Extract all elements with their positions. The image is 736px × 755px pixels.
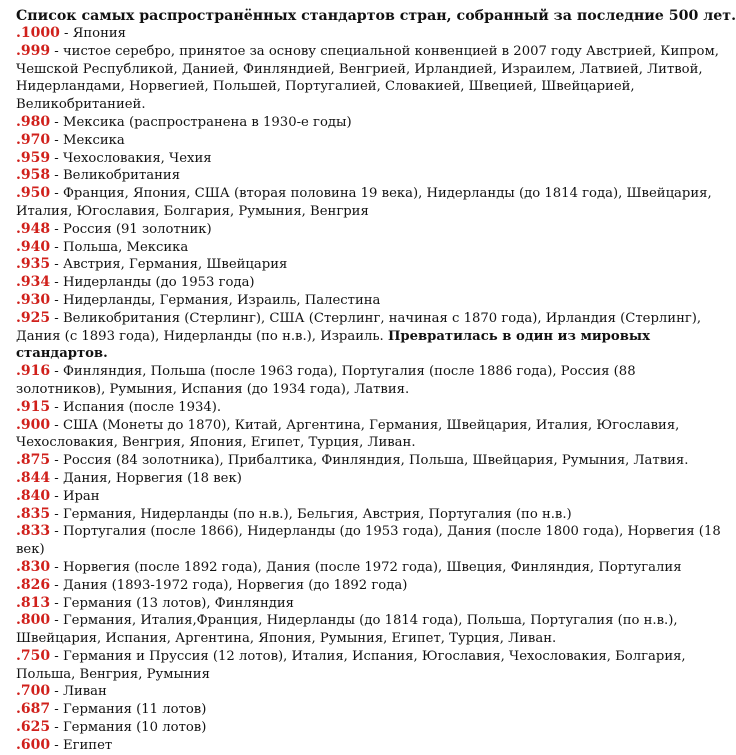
fineness-value: .813 xyxy=(16,594,51,611)
fineness-value: .930 xyxy=(16,291,51,308)
country-list: Дания, Норвегия (18 век) xyxy=(62,470,242,486)
country-list: Германия (13 лотов), Финляндия xyxy=(62,595,295,611)
country-list: Дания (1893-1972 года), Норвегия (до 1892 года) xyxy=(62,577,408,593)
separator: - xyxy=(50,43,63,59)
fineness-value: .687 xyxy=(16,701,51,718)
separator: - xyxy=(50,399,63,415)
list-item xyxy=(16,114,726,132)
separator: - xyxy=(50,275,63,291)
country-list: Португалия (после 1866), Нидерланды (до 1953 года), Дания (после 1800 года), Норвегия (18 век) xyxy=(16,524,721,558)
country-list: Германия и Пруссия (12 лотов), Италия, Испания, Югославия, Чехословакия, Болгария, Польша, Венгрия, Румыния xyxy=(16,648,686,682)
fineness-value: .800 xyxy=(16,612,51,629)
fineness-value: .959 xyxy=(16,149,51,166)
separator: - xyxy=(50,524,63,540)
fineness-value: .625 xyxy=(16,719,51,736)
separator: - xyxy=(50,453,63,469)
fineness-value: .925 xyxy=(16,309,51,326)
list-item xyxy=(16,239,726,257)
separator: - xyxy=(50,684,63,700)
fineness-value: .940 xyxy=(16,238,51,255)
country-list: Мексика xyxy=(62,132,125,148)
list-item xyxy=(16,25,726,43)
separator: - xyxy=(50,577,63,593)
country-list: чистое серебро, принятое за основу специальной конвенцией в 2007 году Австрией, Кипром, Чешской Республикой, Данией, Финляндией, Венгрией, Ирландией, Израилем, Латвией, Литвой, Нидерландами, Норвегией, Польшей, Португалией, Словакией, Швецией, Швейцарией, Великобританией. xyxy=(16,43,719,113)
list-item xyxy=(16,701,726,719)
separator: - xyxy=(50,488,63,504)
fineness-value: .999 xyxy=(16,42,51,59)
list-item xyxy=(16,43,726,114)
country-list: Великобритания xyxy=(62,168,181,184)
separator: - xyxy=(59,26,73,41)
list-item xyxy=(16,523,726,559)
list-item xyxy=(16,274,726,292)
list-item xyxy=(16,256,726,274)
list-item xyxy=(16,612,726,648)
fineness-value: .935 xyxy=(16,256,51,273)
separator: - xyxy=(50,702,63,718)
country-list: Нидерланды (до 1953 года) xyxy=(62,275,255,291)
country-list: Германия (11 лотов) xyxy=(62,702,207,718)
list-item xyxy=(16,185,726,221)
country-list: Ливан xyxy=(62,684,107,700)
separator: - xyxy=(50,364,63,380)
country-list: Франция, Япония, США (вторая половина 19 века), Нидерланды (до 1814 года), Швейцария, Италия, Югославия, Болгария, Румыния, Венгрия xyxy=(16,186,712,219)
list-item xyxy=(16,719,726,737)
fineness-value: .700 xyxy=(16,683,51,700)
separator: - xyxy=(50,737,63,753)
page-title: Список самых распространённых стандартов стран, собранный за последние 500 лет. xyxy=(16,8,736,24)
list-item xyxy=(16,488,726,506)
list-item xyxy=(16,363,726,399)
list-item xyxy=(16,399,726,417)
fineness-value: .750 xyxy=(16,647,51,664)
country-list: Польша, Мексика xyxy=(62,239,189,255)
separator: - xyxy=(50,221,63,237)
country-list: Германия (10 лотов) xyxy=(62,720,207,736)
fineness-value: .900 xyxy=(16,416,51,433)
fineness-value: .830 xyxy=(16,558,51,575)
list-item xyxy=(16,595,726,613)
fineness-value: .600 xyxy=(16,736,51,753)
separator: - xyxy=(50,417,63,433)
country-list: Норвегия (после 1892 года), Дания (после 1972 года), Швеция, Финляндия, Португалия xyxy=(62,559,682,575)
list-item xyxy=(16,577,726,595)
separator: - xyxy=(50,595,63,611)
standards-list xyxy=(16,25,726,755)
highlight-note: Превратилась в один из мировых стандартов. xyxy=(16,328,650,362)
list-item xyxy=(16,683,726,701)
list-item xyxy=(16,221,726,239)
separator: - xyxy=(50,292,63,308)
country-list: Россия (91 золотник) xyxy=(62,221,212,237)
list-item xyxy=(16,167,726,185)
list-item xyxy=(16,417,726,453)
fineness-value: .970 xyxy=(16,131,51,148)
fineness-value: .948 xyxy=(16,220,51,237)
country-list: Германия, Нидерланды (по н.в.), Бельгия, Австрия, Португалия (по н.в.) xyxy=(62,506,572,522)
country-list: Япония xyxy=(72,26,126,41)
fineness-value: .840 xyxy=(16,487,51,504)
fineness-value: .833 xyxy=(16,523,51,540)
country-list: Финляндия, Польша (после 1963 года), Португалия (после 1886 года), Россия (88 золотников), Румыния, Испания (до 1934 года), Латвия. xyxy=(16,364,636,397)
separator: - xyxy=(50,310,63,326)
fineness-value: .835 xyxy=(16,505,51,522)
list-item xyxy=(16,470,726,488)
fineness-value: .915 xyxy=(16,398,51,415)
list-item xyxy=(16,132,726,150)
country-list: Германия, Италия,Франция, Нидерланды (до 1814 года), Польша, Португалия (по н.в.), Швейцария, Испания, Аргентина, Япония, Румыния, Египет, Турция, Ливан. xyxy=(16,613,678,647)
fineness-value: .875 xyxy=(16,452,51,469)
country-list: Нидерланды, Германия, Израиль, Палестина xyxy=(62,292,381,308)
fineness-value: .916 xyxy=(16,363,51,380)
list-item xyxy=(16,292,726,310)
separator: - xyxy=(50,506,63,522)
fineness-value: .958 xyxy=(16,167,51,184)
fineness-value: .826 xyxy=(16,576,51,593)
list-item xyxy=(16,559,726,577)
separator: - xyxy=(50,150,63,166)
country-list: Чехословакия, Чехия xyxy=(62,150,212,166)
separator: - xyxy=(50,559,63,575)
country-list: Великобритания (Стерлинг), США (Стерлинг, начиная с 1870 года), Ирландия (Стерлинг), Дания (с 1893 года), Нидерланды (по н.в.), Израиль. xyxy=(16,310,702,344)
fineness-value: .980 xyxy=(16,113,51,130)
separator: - xyxy=(50,168,63,184)
country-list: США (Монеты до 1870), Китай, Аргентина, Германия, Швейцария, Италия, Югославия, Чехословакия, Венгрия, Япония, Египет, Турция, Ливан. xyxy=(16,417,680,451)
list-item xyxy=(16,737,726,755)
separator: - xyxy=(50,613,63,629)
list-item xyxy=(16,452,726,470)
separator: - xyxy=(50,257,63,273)
list-item xyxy=(16,648,726,684)
country-list: Испания (после 1934). xyxy=(62,399,222,415)
separator: - xyxy=(50,720,63,736)
separator: - xyxy=(50,114,63,130)
fineness-value: .934 xyxy=(16,274,51,291)
fineness-value: .1000 xyxy=(16,25,60,41)
fineness-value: .844 xyxy=(16,469,51,486)
separator: - xyxy=(50,470,63,486)
list-item xyxy=(16,150,726,168)
separator: - xyxy=(50,186,63,202)
country-list: Россия (84 золотника), Прибалтика, Финляндия, Польша, Швейцария, Румыния, Латвия. xyxy=(62,453,689,469)
fineness-value: .950 xyxy=(16,185,51,202)
separator: - xyxy=(50,132,63,148)
list-item xyxy=(16,310,726,363)
country-list: Австрия, Германия, Швейцария xyxy=(62,257,288,273)
separator: - xyxy=(50,648,63,664)
country-list: Египет xyxy=(62,737,113,753)
list-item xyxy=(16,506,726,524)
separator: - xyxy=(50,239,63,255)
country-list: Мексика (распространена в 1930-е годы) xyxy=(62,114,352,130)
country-list: Иран xyxy=(62,488,100,504)
